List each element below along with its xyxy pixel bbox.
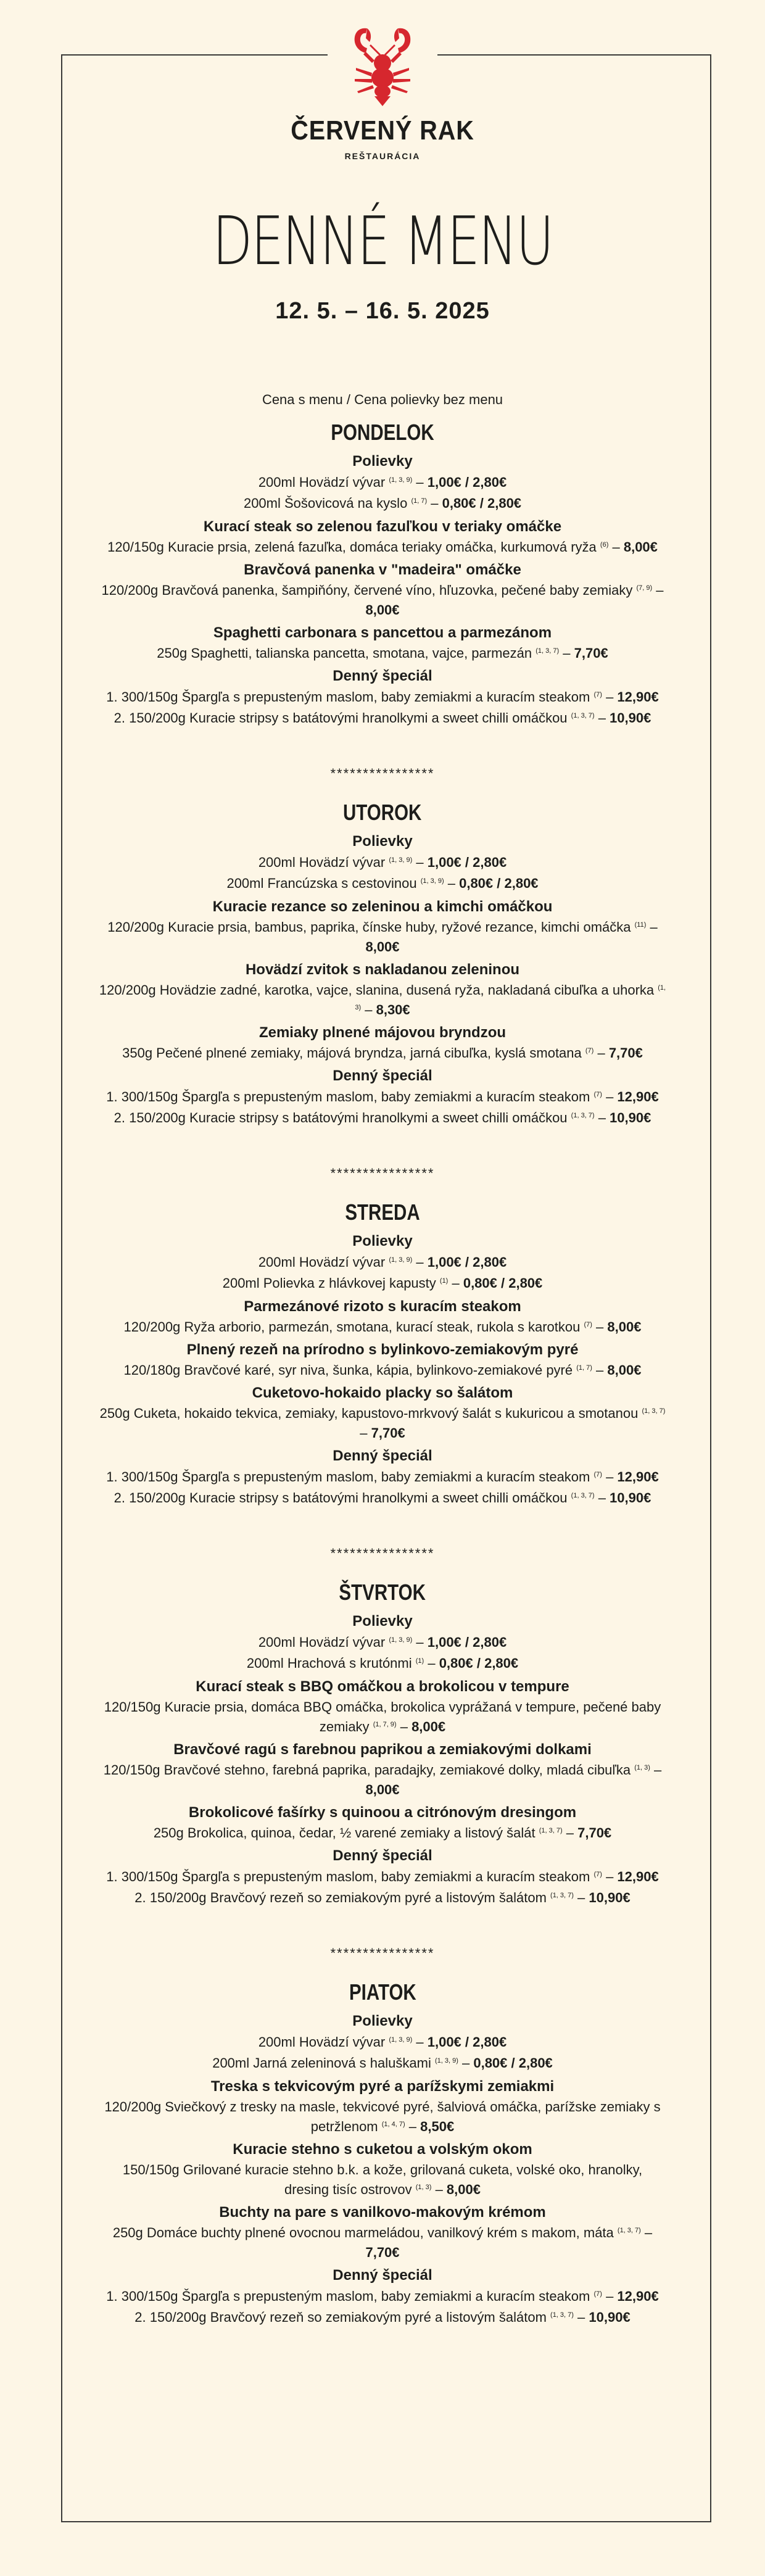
special-item: 1. 300/150g Špargľa s prepusteným maslom, baby zemiakmi a kuracím steakom $^{(7)}$ – 12,90€ bbox=[106, 2288, 659, 2304]
item-price: 8,00€ bbox=[411, 1719, 446, 1734]
day-section-0 bbox=[74, 416, 691, 729]
item-price: 1,00€ / 2,80€ bbox=[427, 855, 507, 870]
allergen-codes: (7, 9) bbox=[636, 584, 653, 592]
allergen-codes: (1, 3, 9) bbox=[389, 476, 413, 484]
dish-description: 120/150g Kuracie prsia, zelená fazuľka, domáca teriaky omáčka, kurkumová ryža $^{(6)}$ – 8,00€ bbox=[107, 539, 658, 555]
allergen-codes: (1, 3, 9) bbox=[389, 856, 413, 864]
soup-item: 200ml Polievka z hlávkovej kapusty $^{(1)}$ – 0,80€ / 2,80€ bbox=[222, 1275, 543, 1291]
soup-item: 200ml Hovädzí vývar $^{(1, 3, 9)}$ – 1,00€ / 2,80€ bbox=[258, 1634, 507, 1650]
item-price: 0,80€ / 2,80€ bbox=[473, 2055, 553, 2071]
day-separator: **************** bbox=[330, 1945, 435, 1961]
special-item: 1. 300/150g Špargľa s prepusteným maslom, baby zemiakmi a kuracím steakom $^{(7)}$ – 12,90€ bbox=[106, 1869, 659, 1884]
allergen-codes: (7) bbox=[593, 1091, 602, 1098]
day-heading bbox=[74, 1196, 691, 1228]
item-price: 8,00€ bbox=[607, 1362, 642, 1378]
item-price: 7,70€ bbox=[365, 2245, 400, 2260]
dish-description: 250g Spaghetti, talianska pancetta, smotana, vajce, parmezán $^{(1, 3, 7)}$ – 7,70€ bbox=[157, 645, 608, 661]
dish-title: Parmezánové rizoto s kuracím steakom bbox=[244, 1298, 521, 1315]
page-title: DENNÉ MENU bbox=[212, 203, 553, 280]
special-item: 1. 300/150g Špargľa s prepusteným maslom, baby zemiakmi a kuracím steakom $^{(7)}$ – 12,90€ bbox=[106, 1089, 659, 1104]
soup-item: 200ml Jarná zeleninová s haluškami $^{(1, 3, 9)}$ – 0,80€ / 2,80€ bbox=[212, 2055, 553, 2071]
soup-item: 200ml Hovädzí vývar $^{(1, 3, 9)}$ – 1,00€ / 2,80€ bbox=[258, 855, 507, 870]
day-section-3 bbox=[74, 1576, 691, 1908]
item-price: 12,90€ bbox=[617, 689, 659, 705]
allergen-codes: (7) bbox=[585, 1047, 594, 1054]
special-item: 1. 300/150g Špargľa s prepusteným maslom, baby zemiakmi a kuracím steakom $^{(7)}$ – 12,90€ bbox=[106, 1469, 659, 1485]
dish-description: 120/200g Sviečkový z tresky na masle, tekvicové pyré, šalviová omáčka, parížske zemiaky s petržlenom $^{(1, 4, 7)}$ – 8,50€ bbox=[104, 2099, 661, 2134]
soups-heading: Polievky bbox=[352, 833, 413, 850]
day-separator: **************** bbox=[330, 766, 435, 781]
day-name: PIATOK bbox=[349, 1979, 416, 2005]
dish-title: Kuracie stehno s cuketou a volským okom bbox=[233, 2141, 532, 2158]
item-price: 1,00€ / 2,80€ bbox=[427, 2034, 507, 2050]
item-price: 7,70€ bbox=[577, 1825, 612, 1841]
allergen-codes: (1, 3, 7) bbox=[536, 647, 560, 655]
special-item: 2. 150/200g Bravčový rezeň so zemiakovým pyré a listovým šalátom $^{(1, 3, 7)}$ – 10,90€ bbox=[134, 2309, 631, 2325]
item-price: 7,70€ bbox=[371, 1425, 405, 1441]
day-section-1 bbox=[74, 797, 691, 1129]
day-separator: **************** bbox=[330, 1546, 435, 1561]
dish-title: Zemiaky plnené májovou bryndzou bbox=[258, 1024, 507, 1041]
item-price: 8,00€ bbox=[365, 602, 400, 618]
special-item: 1. 300/150g Špargľa s prepusteným maslom, baby zemiakmi a kuracím steakom $^{(7)}$ – 12,90€ bbox=[106, 689, 659, 705]
allergen-codes: (1, 3, 9) bbox=[389, 1256, 413, 1264]
allergen-codes: (7) bbox=[593, 691, 602, 698]
day-heading bbox=[74, 416, 691, 449]
item-price: 0,80€ / 2,80€ bbox=[463, 1275, 543, 1291]
dish-description: 120/200g Bravčová panenka, šampiňóny, červené víno, hľuzovka, pečené baby zemiaky $^{(7, 9)}$ – 8,00€ bbox=[101, 582, 664, 618]
item-price: 8,00€ bbox=[446, 2182, 481, 2197]
dish-description: 250g Brokolica, quinoa, čedar, ½ varené zemiaky a listový šalát $^{(1, 3, 7)}$ – 7,70€ bbox=[153, 1825, 612, 1841]
allergen-codes: (1, 3, 7) bbox=[571, 712, 595, 719]
special-heading: Denný špeciál bbox=[333, 668, 432, 684]
dish-description: 250g Domáce buchty plnené ovocnou marmeládou, vanilkový krém s makom, máta $^{(1, 3, 7)}$ – 7,70€ bbox=[112, 2225, 653, 2260]
dish-description: 120/180g Bravčové karé, syr niva, šunka, kápia, bylinkovo-zemiakové pyré $^{(1, 7)}$ – 8,00€ bbox=[123, 1362, 642, 1378]
allergen-codes: (1) bbox=[415, 1657, 424, 1665]
restaurant-logo bbox=[0, 25, 765, 161]
dish-title: Brokolicové fašírky s quinoou a citrónovým dresingom bbox=[188, 1804, 577, 1821]
special-item: 2. 150/200g Kuracie stripsy s batátovými hranolkymi a sweet chilli omáčkou $^{(1, 3, 7)}$ – 10,90€ bbox=[114, 1110, 651, 1125]
item-price: 10,90€ bbox=[589, 1890, 631, 1905]
allergen-codes: (1, 7) bbox=[576, 1364, 592, 1372]
soups-heading: Polievky bbox=[352, 1233, 413, 1249]
special-item: 2. 150/200g Kuracie stripsy s batátovými hranolkymi a sweet chilli omáčkou $^{(1, 3, 7)}$ – 10,90€ bbox=[114, 1490, 651, 1505]
day-section-4 bbox=[74, 1976, 691, 2328]
dish-title: Bravčové ragú s farebnou paprikou a zemiakovými dolkami bbox=[173, 1741, 592, 1758]
item-price: 12,90€ bbox=[617, 1869, 659, 1884]
restaurant-subtitle: REŠTAURÁCIA bbox=[344, 151, 421, 161]
soup-item: 200ml Hovädzí vývar $^{(1, 3, 9)}$ – 1,00€ / 2,80€ bbox=[258, 2034, 507, 2050]
dish-title: Hovädzí zvitok s nakladanou zeleninou bbox=[245, 961, 520, 978]
allergen-codes: (1) bbox=[439, 1277, 449, 1285]
allergen-codes: (7) bbox=[593, 2290, 602, 2298]
allergen-codes: (1, 7) bbox=[411, 497, 428, 505]
item-price: 0,80€ / 2,80€ bbox=[459, 876, 539, 891]
special-heading: Denný špeciál bbox=[333, 1847, 432, 1864]
item-price: 8,30€ bbox=[376, 1002, 410, 1017]
soups-heading: Polievky bbox=[352, 1613, 413, 1630]
dish-description: 120/200g Hovädzie zadné, karotka, vajce, slanina, dusená ryža, nakladaná cibuľka a uhorka $^{(1, 3)}$ – 8,30€ bbox=[99, 982, 666, 1017]
item-price: 1,00€ / 2,80€ bbox=[427, 1254, 507, 1270]
item-price: 10,90€ bbox=[610, 1490, 651, 1505]
dish-title: Kuracie rezance so zeleninou a kimchi omáčkou bbox=[212, 898, 553, 915]
dish-description: 120/150g Bravčové stehno, farebná paprika, paradajky, zemiakové dolky, mladá cibuľka $^{(1, 3)}$ – 8,00€ bbox=[103, 1762, 662, 1797]
dish-description: 250g Cuketa, hokaido tekvica, zemiaky, kapustovo-mrkvový šalát s kukuricou a smotanou $^{(1, 3, 7)}$ – 7,70€ bbox=[99, 1406, 666, 1441]
dish-title: Kurací steak so zelenou fazuľkou v teriaky omáčke bbox=[203, 518, 562, 535]
dish-title: Cuketovo-hokaido placky so šalátom bbox=[252, 1385, 513, 1401]
special-heading: Denný špeciál bbox=[333, 2267, 432, 2284]
item-price: 8,50€ bbox=[420, 2119, 455, 2134]
dish-title: Bravčová panenka v "madeira" omáčke bbox=[244, 561, 521, 578]
allergen-codes: (11) bbox=[634, 921, 647, 929]
dish-title: Treska s tekvicovým pyré a parížskymi zemiakmi bbox=[210, 2078, 555, 2095]
item-price: 12,90€ bbox=[617, 2288, 659, 2304]
dish-description: 150/150g Grilované kuracie stehno b.k. a kože, grilovaná cuketa, volské oko, hranolky, dresing tisíc ostrovov $^{(1, 3)}$ – 8,00€ bbox=[122, 2162, 643, 2197]
allergen-codes: (7) bbox=[584, 1321, 592, 1328]
day-name: UTOROK bbox=[343, 800, 422, 825]
day-heading bbox=[74, 797, 691, 829]
item-price: 8,00€ bbox=[365, 1782, 400, 1797]
soup-item: 200ml Hovädzí vývar $^{(1, 3, 9)}$ – 1,00€ / 2,80€ bbox=[258, 1254, 507, 1270]
soup-item: 200ml Hrachová s krutónmi $^{(1)}$ – 0,80€ / 2,80€ bbox=[246, 1655, 519, 1671]
dish-title: Buchty na pare s vanilkovo-makovým krémom bbox=[219, 2204, 546, 2221]
special-heading: Denný špeciál bbox=[333, 1067, 432, 1084]
allergen-codes: (1, 3, 7) bbox=[571, 1112, 595, 1119]
allergen-codes: (1, 3, 9) bbox=[389, 2036, 413, 2044]
dish-title: Kurací steak s BBQ omáčkou a brokolicou v tempure bbox=[196, 1678, 569, 1695]
soups-heading: Polievky bbox=[352, 2013, 413, 2029]
item-price: 10,90€ bbox=[589, 2309, 631, 2325]
day-name: STREDA bbox=[345, 1199, 420, 1225]
item-price: 8,00€ bbox=[623, 539, 658, 555]
allergen-codes: (1, 4, 7) bbox=[381, 2121, 405, 2128]
item-price: 8,00€ bbox=[365, 939, 400, 955]
allergen-codes: (6) bbox=[600, 541, 609, 549]
item-price: 7,70€ bbox=[608, 1045, 643, 1061]
item-price: 0,80€ / 2,80€ bbox=[439, 1655, 519, 1671]
day-section-2 bbox=[74, 1196, 691, 1509]
allergen-codes: (1, 3, 7) bbox=[571, 1492, 595, 1499]
allergen-codes: (1, 7, 9) bbox=[373, 1721, 397, 1728]
soups-heading: Polievky bbox=[352, 453, 413, 470]
allergen-codes: (1, 3, 9) bbox=[420, 877, 444, 885]
dish-description: 120/200g Ryža arborio, parmezán, smotana, kurací steak, rukola s karotkou $^{(7)}$ – 8,00€ bbox=[123, 1319, 642, 1335]
dish-description: 120/150g Kuracie prsia, domáca BBQ omáčka, brokolica vyprážaná v tempure, pečené baby zemiaky $^{(1, 7, 9)}$ – 8,00€ bbox=[104, 1699, 661, 1734]
day-heading bbox=[74, 1576, 691, 1609]
allergen-codes: (1, 3, 7) bbox=[550, 1892, 574, 1899]
day-name: ŠTVRTOK bbox=[339, 1580, 426, 1605]
crayfish-icon bbox=[342, 25, 423, 106]
soup-item: 200ml Šošovicová na kyslo $^{(1, 7)}$ – 0,80€ / 2,80€ bbox=[243, 495, 522, 511]
allergen-codes: (1, 3, 7) bbox=[550, 2311, 574, 2319]
dish-description: 350g Pečené plnené zemiaky, májová bryndza, jarná cibuľka, kyslá smotana $^{(7)}$ – 7,70€ bbox=[122, 1045, 643, 1061]
allergen-codes: (1, 3, 7) bbox=[642, 1407, 666, 1415]
item-price: 1,00€ / 2,80€ bbox=[427, 474, 507, 490]
item-price: 0,80€ / 2,80€ bbox=[442, 495, 522, 511]
item-price: 12,90€ bbox=[617, 1469, 659, 1485]
item-price: 1,00€ / 2,80€ bbox=[427, 1634, 507, 1650]
allergen-codes: (1, 3) bbox=[634, 1764, 650, 1771]
item-price: 10,90€ bbox=[610, 710, 651, 726]
price-note: Cena s menu / Cena polievky bez menu bbox=[262, 392, 503, 407]
soup-item: 200ml Francúzska s cestovinou $^{(1, 3, 9)}$ – 0,80€ / 2,80€ bbox=[226, 876, 539, 891]
special-item: 2. 150/200g Bravčový rezeň so zemiakovým pyré a listovým šalátom $^{(1, 3, 7)}$ – 10,90€ bbox=[134, 1890, 631, 1905]
item-price: 10,90€ bbox=[610, 1110, 651, 1125]
item-price: 8,00€ bbox=[607, 1319, 642, 1335]
allergen-codes: (1, 3, 9) bbox=[389, 1636, 413, 1644]
allergen-codes: (1, 3) bbox=[415, 2184, 432, 2191]
allergen-codes: (1, 3, 7) bbox=[539, 1827, 563, 1834]
allergen-codes: (1, 3, 7) bbox=[617, 2227, 641, 2234]
allergen-codes: (7) bbox=[593, 1471, 602, 1478]
menu-content bbox=[74, 391, 691, 2328]
allergen-codes: (7) bbox=[593, 1871, 602, 1878]
dish-description: 120/200g Kuracie prsia, bambus, paprika, čínske huby, ryžové rezance, kimchi omáčka $^{(11)}$ – 8,00€ bbox=[107, 919, 658, 955]
dish-title: Plnený rezeň na prírodno s bylinkovo-zemiakovým pyré bbox=[186, 1341, 579, 1358]
soup-item: 200ml Hovädzí vývar $^{(1, 3, 9)}$ – 1,00€ / 2,80€ bbox=[258, 474, 507, 490]
restaurant-name: ČERVENÝ RAK bbox=[291, 115, 474, 146]
day-name: PONDELOK bbox=[331, 420, 434, 445]
dish-title: Spaghetti carbonara s pancettou a parmezánom bbox=[213, 624, 552, 641]
special-heading: Denný špeciál bbox=[333, 1447, 432, 1464]
date-range: 12. 5. – 16. 5. 2025 bbox=[275, 298, 490, 324]
allergen-codes: (1, 3) bbox=[355, 984, 666, 1011]
item-price: 12,90€ bbox=[617, 1089, 659, 1104]
day-separator: **************** bbox=[330, 1166, 435, 1181]
day-heading bbox=[74, 1976, 691, 2008]
special-item: 2. 150/200g Kuracie stripsy s batátovými hranolkymi a sweet chilli omáčkou $^{(1, 3, 7)}$ – 10,90€ bbox=[114, 710, 651, 726]
allergen-codes: (1, 3, 9) bbox=[434, 2057, 458, 2065]
item-price: 7,70€ bbox=[574, 645, 608, 661]
